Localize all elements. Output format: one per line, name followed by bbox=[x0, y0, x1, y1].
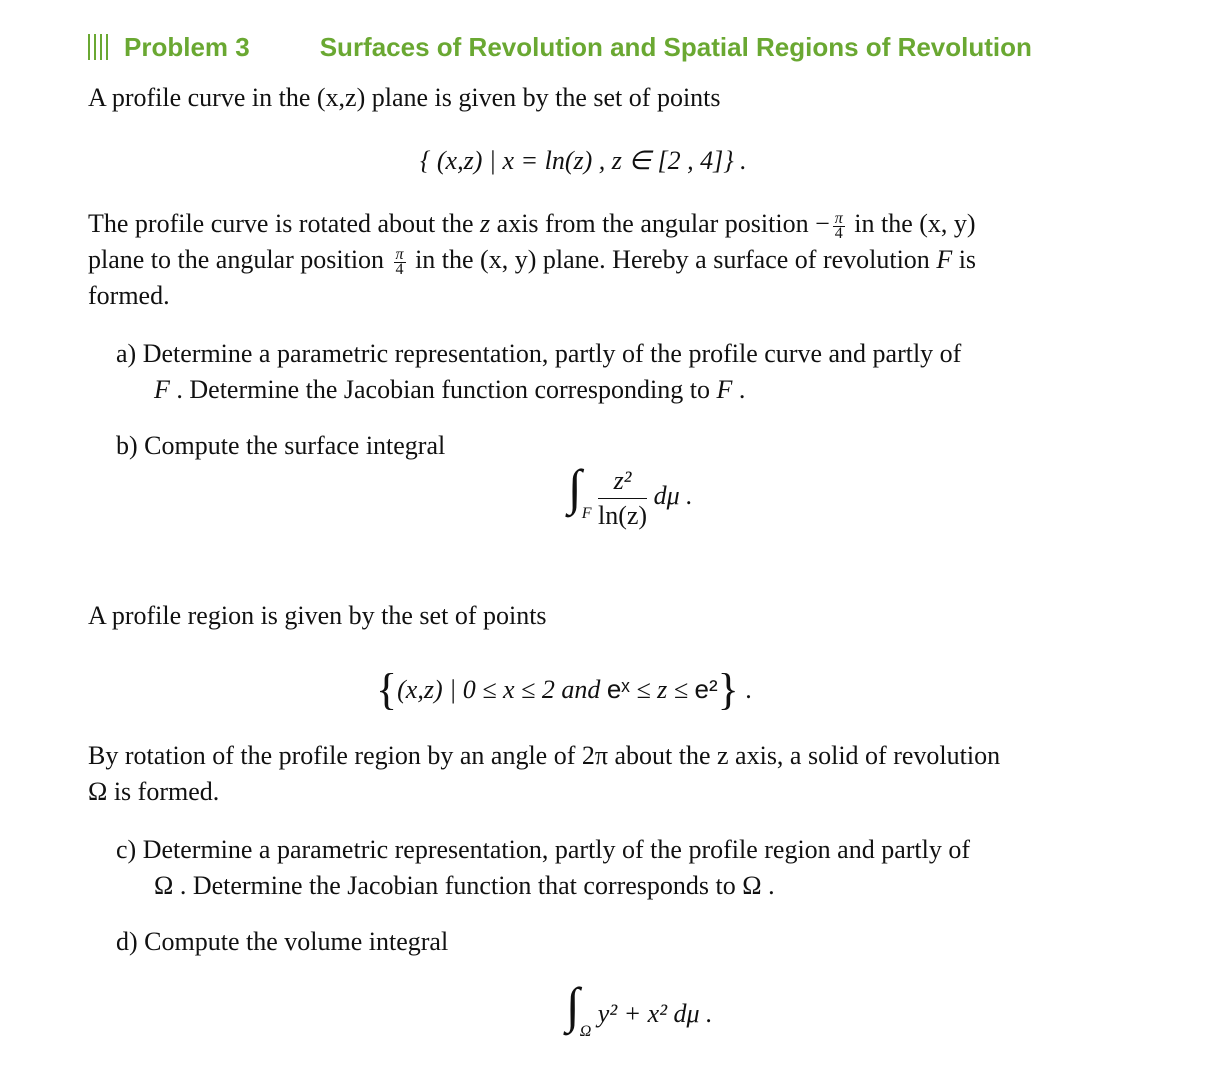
intro-curve-text: A profile curve in the (x,z) plane is given by the set of points bbox=[88, 83, 721, 112]
part-b-text: b) Compute the surface integral bbox=[116, 431, 446, 460]
volume-integral-formula: $\int_\Omega$ y² + x² dμ . bbox=[566, 977, 713, 1040]
part-a-line2: F . Determine the Jacobian function corresponding to F . bbox=[154, 375, 746, 404]
curve-set-formula: { (x,z) | x = ln(z) , z ∈ [2 , 4]} . bbox=[420, 146, 747, 175]
solid-text-line2: Ω is formed. bbox=[88, 777, 220, 806]
rotation-text-line2: plane to the angular position $\frac{\pi}{4}$ in the (x, y) plane. Hereby a surface of revolution F is bbox=[88, 245, 977, 278]
problem-title: Surfaces of Revolution and Spatial Regions of Revolution bbox=[319, 32, 1032, 62]
rotation-text-line1: The profile curve is rotated about the z axis from the angular position − $\frac{\pi}{4}$ in the (x, y) bbox=[88, 209, 976, 242]
problem-label: Problem 3 bbox=[124, 32, 250, 62]
part-a-line1: a) Determine a parametric representation, partly of the profile curve and partly of bbox=[116, 339, 962, 368]
region-set-formula: {(x,z) | 0 ≤ x ≤ 2 and eˣ ≤ z ≤ e²} . bbox=[376, 665, 752, 714]
surface-integral-formula: $\int_F$ $\frac{\text{z²}}{\ln(z)}$ dμ . bbox=[568, 459, 693, 530]
intro-region-text: A profile region is given by the set of points bbox=[88, 601, 547, 630]
four-vertical-bars-icon bbox=[88, 34, 116, 60]
problem-header bbox=[88, 32, 1032, 63]
part-c-line2: Ω . Determine the Jacobian function that corresponds to Ω . bbox=[154, 871, 775, 900]
rotation-text-line3: formed. bbox=[88, 281, 170, 310]
part-d-text: d) Compute the volume integral bbox=[116, 927, 449, 956]
solid-text-line1: By rotation of the profile region by an angle of 2π about the z axis, a solid of revolution bbox=[88, 741, 1001, 770]
part-c-line1: c) Determine a parametric representation, partly of the profile region and partly of bbox=[116, 835, 971, 864]
